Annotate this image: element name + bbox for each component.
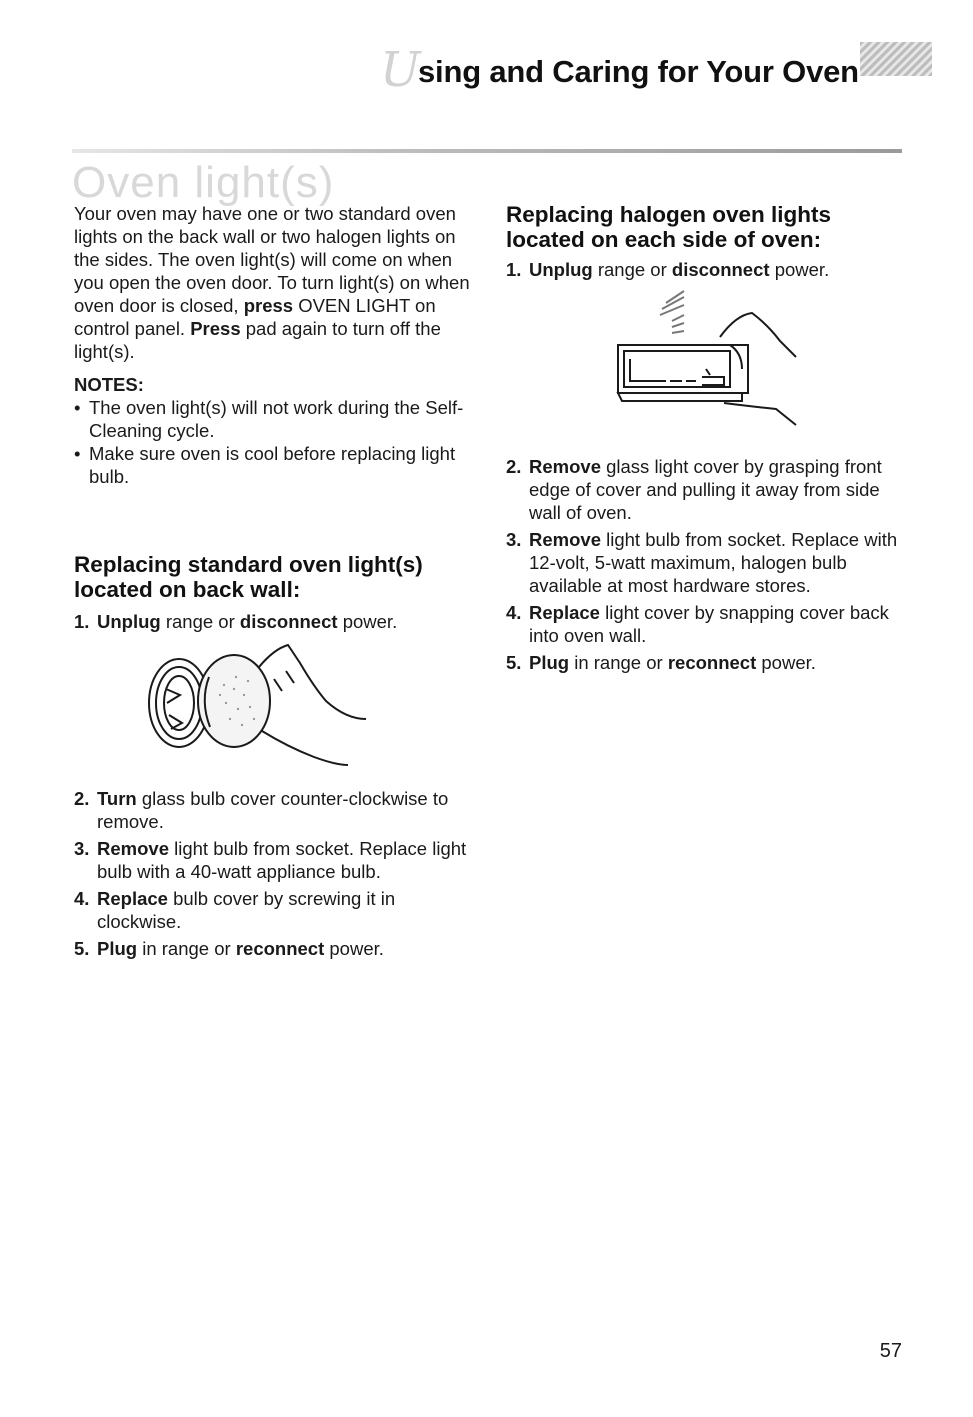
step-item: 5. Plug in range or reconnect power. [506, 652, 816, 673]
left-column [74, 202, 474, 964]
note-item: • The oven light(s) will not work during the Self-Cleaning cycle. [74, 396, 474, 442]
standard-steps-first [74, 610, 474, 633]
header-decorative-tab [860, 42, 932, 76]
standard-light-heading: Replacing standard oven light(s) located on back wall: [74, 552, 423, 602]
standard-bulb-illustration [74, 637, 474, 777]
section-title: Oven light(s) [72, 158, 335, 207]
step-item: 3. Remove light bulb from socket. Replace with 12-volt, 5-watt maximum, halogen bulb available at most hardware stores. [506, 529, 898, 596]
note-item: • Make sure oven is cool before replacing light bulb. [74, 442, 474, 488]
header-initial-letter: U [380, 42, 421, 98]
step-item: 5. Plug in range or reconnect power. [74, 938, 384, 959]
standard-steps-rest [74, 787, 474, 960]
step-item: 4. Replace bulb cover by screwing it in clockwise. [74, 888, 396, 932]
section-divider [72, 149, 902, 153]
halogen-steps-rest [506, 455, 906, 674]
step-item: 2. Remove glass light cover by grasping front edge of cover and pulling it away from side wall of oven. [506, 456, 882, 523]
intro-paragraph: Your oven may have one or two standard oven lights on the back wall or two halogen lights on the sides. The oven light(s) will come on when you open the oven door. To turn light(s) on when oven door is closed, press OVEN LIGHT on control panel. Press pad again to turn off the light(s). [74, 203, 470, 362]
notes-heading: NOTES: [74, 374, 144, 395]
page-number: 57 [879, 1340, 902, 1362]
step-item: 1. Unplug range or disconnect power. [74, 611, 398, 632]
step-item: 2. Turn glass bulb cover counter-clockwise to remove. [74, 788, 449, 832]
right-column [506, 202, 906, 678]
halogen-steps-first [506, 258, 906, 281]
step-item: 4. Replace light cover by snapping cover back into oven wall. [506, 602, 889, 646]
halogen-light-heading: Replacing halogen oven lights located on each side of oven: [506, 202, 832, 252]
page-header [360, 40, 940, 104]
halogen-light-illustration [506, 285, 906, 445]
notes-list [74, 396, 474, 488]
step-item: 3. Remove light bulb from socket. Replace light bulb with a 40-watt appliance bulb. [74, 838, 467, 882]
step-item: 1. Unplug range or disconnect power. [506, 259, 830, 280]
header-title: sing and Caring for Your Oven [418, 54, 859, 89]
